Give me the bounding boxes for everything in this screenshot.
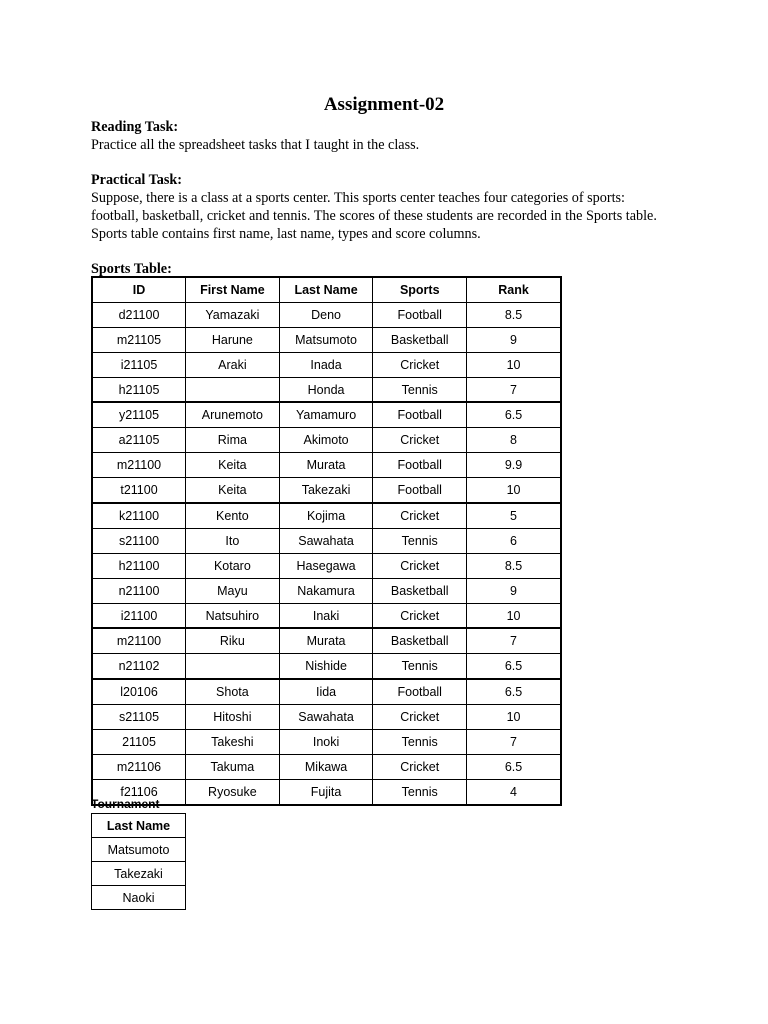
cell-id: m21106 bbox=[92, 754, 186, 779]
table-row bbox=[92, 628, 561, 653]
cell-first-name: Takuma bbox=[186, 754, 280, 779]
cell-sport: Cricket bbox=[373, 352, 467, 377]
cell-last-name: Matsumoto bbox=[279, 327, 373, 352]
practical-task-text: Suppose, there is a class at a sports center. This sports center teaches four categories of sports: football, basketball, cricket and tennis. The scores of these students are recorded in the Sports table. Sports table contains first name, last name, types and score columns. bbox=[91, 190, 657, 243]
cell-sport: Cricket bbox=[373, 503, 467, 528]
cell-id: s21105 bbox=[92, 705, 186, 730]
cell-last-name: Inoki bbox=[279, 730, 373, 755]
cell-first-name: Natsuhiro bbox=[186, 603, 280, 628]
cell-last-name: Murata bbox=[279, 628, 373, 653]
cell-id: 21105 bbox=[92, 730, 186, 755]
cell-sport: Football bbox=[373, 402, 467, 427]
cell-id: l20106 bbox=[92, 679, 186, 704]
cell-rank: 7 bbox=[467, 628, 561, 653]
cell-sport: Cricket bbox=[373, 428, 467, 453]
cell-first-name: Keita bbox=[186, 453, 280, 478]
cell-last-name: Inaki bbox=[279, 603, 373, 628]
table-row bbox=[92, 428, 561, 453]
cell-sport: Tennis bbox=[373, 528, 467, 553]
table-row bbox=[92, 862, 186, 886]
cell-rank: 10 bbox=[467, 705, 561, 730]
page-title: Assignment-02 bbox=[323, 94, 445, 115]
cell-last-name: Iida bbox=[279, 679, 373, 704]
cell-first-name bbox=[186, 377, 280, 402]
table-row bbox=[92, 705, 561, 730]
cell-id: m21105 bbox=[92, 327, 186, 352]
cell-first-name: Takeshi bbox=[186, 730, 280, 755]
table-row bbox=[92, 478, 561, 503]
cell-last-name: Naoki bbox=[92, 886, 186, 910]
cell-sport: Football bbox=[373, 679, 467, 704]
cell-last-name: Sawahata bbox=[279, 528, 373, 553]
cell-rank: 10 bbox=[467, 603, 561, 628]
table-row bbox=[92, 838, 186, 862]
cell-last-name: Nakamura bbox=[279, 578, 373, 603]
cell-rank: 9 bbox=[467, 327, 561, 352]
table-row bbox=[92, 352, 561, 377]
column-header-id: ID bbox=[92, 277, 186, 302]
table-row bbox=[92, 779, 561, 804]
cell-last-name: Akimoto bbox=[279, 428, 373, 453]
cell-sport: Cricket bbox=[373, 553, 467, 578]
cell-id: n21102 bbox=[92, 654, 186, 679]
table-row bbox=[92, 578, 561, 603]
cell-id: i21105 bbox=[92, 352, 186, 377]
cell-rank: 10 bbox=[467, 352, 561, 377]
cell-first-name bbox=[186, 654, 280, 679]
cell-last-name: Sawahata bbox=[279, 705, 373, 730]
cell-sport: Football bbox=[373, 453, 467, 478]
cell-sport: Cricket bbox=[373, 603, 467, 628]
tournament-label: Tournament bbox=[91, 797, 160, 811]
cell-sport: Basketball bbox=[373, 327, 467, 352]
cell-rank: 6.5 bbox=[467, 679, 561, 704]
cell-first-name: Kotaro bbox=[186, 553, 280, 578]
cell-id: m21100 bbox=[92, 628, 186, 653]
column-header-sports: Sports bbox=[373, 277, 467, 302]
table-row bbox=[92, 886, 186, 910]
cell-last-name: Murata bbox=[279, 453, 373, 478]
cell-last-name: Matsumoto bbox=[92, 838, 186, 862]
cell-first-name: Araki bbox=[186, 352, 280, 377]
cell-rank: 8.5 bbox=[467, 553, 561, 578]
reading-task-text: Practice all the spreadsheet tasks that I taught in the class. bbox=[91, 137, 420, 153]
cell-last-name: Inada bbox=[279, 352, 373, 377]
cell-id: i21100 bbox=[92, 603, 186, 628]
cell-first-name: Kento bbox=[186, 503, 280, 528]
cell-id: y21105 bbox=[92, 402, 186, 427]
cell-rank: 7 bbox=[467, 377, 561, 402]
cell-sport: Tennis bbox=[373, 654, 467, 679]
cell-first-name: Hitoshi bbox=[186, 705, 280, 730]
cell-rank: 5 bbox=[467, 503, 561, 528]
cell-last-name: Takezaki bbox=[92, 862, 186, 886]
table-row bbox=[92, 730, 561, 755]
cell-first-name: Mayu bbox=[186, 578, 280, 603]
column-header-first-name: First Name bbox=[186, 277, 280, 302]
cell-rank: 9 bbox=[467, 578, 561, 603]
cell-rank: 6.5 bbox=[467, 402, 561, 427]
cell-id: f21106 bbox=[92, 779, 186, 804]
table-row bbox=[92, 503, 561, 528]
table-row bbox=[92, 453, 561, 478]
tournament-header-row bbox=[92, 814, 186, 838]
cell-rank: 7 bbox=[467, 730, 561, 755]
cell-id: n21100 bbox=[92, 578, 186, 603]
sports-table-heading: Sports Table: bbox=[91, 261, 172, 277]
cell-last-name: Nishide bbox=[279, 654, 373, 679]
cell-rank: 4 bbox=[467, 779, 561, 804]
practical-task-heading: Practical Task: bbox=[91, 172, 183, 188]
sports-table bbox=[91, 276, 562, 806]
cell-id: h21100 bbox=[92, 553, 186, 578]
cell-rank: 6 bbox=[467, 528, 561, 553]
cell-rank: 10 bbox=[467, 478, 561, 503]
cell-first-name: Ryosuke bbox=[186, 779, 280, 804]
cell-id: a21105 bbox=[92, 428, 186, 453]
cell-id: s21100 bbox=[92, 528, 186, 553]
cell-first-name: Arunemoto bbox=[186, 402, 280, 427]
cell-first-name: Harune bbox=[186, 327, 280, 352]
cell-first-name: Rima bbox=[186, 428, 280, 453]
column-header-last-name: Last Name bbox=[279, 277, 373, 302]
cell-last-name: Deno bbox=[279, 302, 373, 327]
table-row bbox=[92, 654, 561, 679]
sports-table-header-row bbox=[92, 277, 561, 302]
cell-sport: Basketball bbox=[373, 628, 467, 653]
cell-sport: Football bbox=[373, 478, 467, 503]
table-row bbox=[92, 402, 561, 427]
table-row bbox=[92, 679, 561, 704]
cell-first-name: Yamazaki bbox=[186, 302, 280, 327]
table-row bbox=[92, 603, 561, 628]
cell-sport: Tennis bbox=[373, 730, 467, 755]
cell-sport: Basketball bbox=[373, 578, 467, 603]
cell-last-name: Hasegawa bbox=[279, 553, 373, 578]
cell-rank: 6.5 bbox=[467, 654, 561, 679]
cell-first-name: Riku bbox=[186, 628, 280, 653]
cell-first-name: Ito bbox=[186, 528, 280, 553]
column-header-rank: Rank bbox=[467, 277, 561, 302]
cell-first-name: Keita bbox=[186, 478, 280, 503]
cell-last-name: Kojima bbox=[279, 503, 373, 528]
cell-sport: Football bbox=[373, 302, 467, 327]
table-row bbox=[92, 302, 561, 327]
table-row bbox=[92, 327, 561, 352]
tournament-table bbox=[91, 813, 186, 910]
table-row bbox=[92, 377, 561, 402]
cell-last-name: Mikawa bbox=[279, 754, 373, 779]
cell-last-name: Honda bbox=[279, 377, 373, 402]
cell-sport: Tennis bbox=[373, 779, 467, 804]
cell-rank: 6.5 bbox=[467, 754, 561, 779]
cell-rank: 8.5 bbox=[467, 302, 561, 327]
cell-id: k21100 bbox=[92, 503, 186, 528]
cell-sport: Tennis bbox=[373, 377, 467, 402]
reading-task-heading: Reading Task: bbox=[91, 119, 179, 135]
cell-id: d21100 bbox=[92, 302, 186, 327]
cell-last-name: Fujita bbox=[279, 779, 373, 804]
cell-rank: 8 bbox=[467, 428, 561, 453]
cell-sport: Cricket bbox=[373, 754, 467, 779]
cell-last-name: Yamamuro bbox=[279, 402, 373, 427]
table-row bbox=[92, 553, 561, 578]
cell-last-name: Takezaki bbox=[279, 478, 373, 503]
cell-sport: Cricket bbox=[373, 705, 467, 730]
table-row bbox=[92, 754, 561, 779]
cell-id: h21105 bbox=[92, 377, 186, 402]
cell-id: m21100 bbox=[92, 453, 186, 478]
cell-first-name: Shota bbox=[186, 679, 280, 704]
cell-id: t21100 bbox=[92, 478, 186, 503]
cell-rank: 9.9 bbox=[467, 453, 561, 478]
column-header-last-name: Last Name bbox=[92, 814, 186, 838]
table-row bbox=[92, 528, 561, 553]
